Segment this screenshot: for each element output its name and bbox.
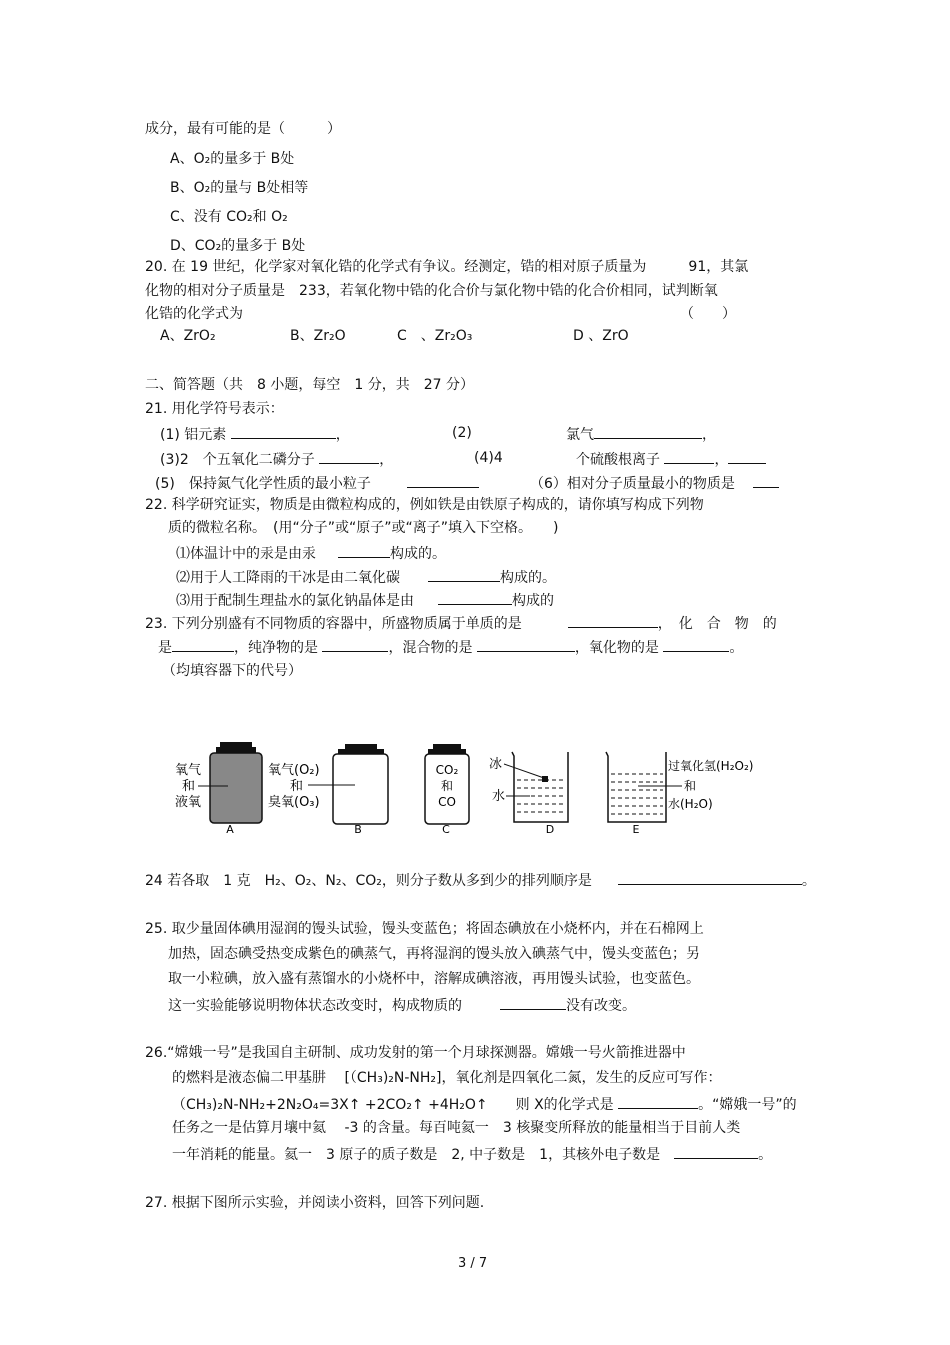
container-b <box>268 744 388 836</box>
answer-blank[interactable] <box>407 473 479 488</box>
container-a-label: 氧气 <box>175 763 202 778</box>
q25-line2: 加热，固态碘受热变成紫色的碘蒸气，再将湿润的馒头放入碘蒸气中，馒头变蓝色；另 <box>168 946 700 962</box>
answer-blank[interactable] <box>322 637 388 652</box>
q26-line5: 一年消耗的能量。氦一 3 原子的质子数是 2, 中子数是 1，其核外电子数是 。 <box>172 1144 772 1164</box>
container-e-label3: 水(H₂O) <box>668 797 713 811</box>
answer-blank[interactable] <box>231 424 336 439</box>
answer-blank[interactable] <box>338 543 390 558</box>
letter-e: E <box>632 823 640 836</box>
q26-line3: （CH₃)₂N-NH₂+2N₂O₄=3X↑ +2CO₂↑ +4H₂O↑ 则 X的化学式是 。“嫦娥一号”的 <box>172 1094 797 1114</box>
svg-text:和: 和 <box>182 779 196 794</box>
answer-blank[interactable] <box>568 613 658 628</box>
container-a <box>175 742 262 836</box>
container-e-label1: 过氧化氢(H₂O₂) <box>668 759 754 773</box>
q26-line1: 26.“嫦娥一号”是我国自主研制、成功发射的第一个月球探测器。嫦娥一号火箭推进器中 <box>145 1045 686 1061</box>
letter-c: C <box>442 823 450 836</box>
answer-blank[interactable] <box>618 870 802 885</box>
q25-line3: 取一小粒碘，放入盛有蒸馏水的小烧杯中，溶解成碘溶液，再用馒头试验，也变蓝色。 <box>168 971 700 987</box>
q19-stem: 成分，最有可能的是（ ） <box>145 121 341 137</box>
q20-option-d: D 、ZrO <box>573 328 629 344</box>
answer-blank[interactable] <box>664 449 714 464</box>
q19-option-c: C、没有 CO₂和 O₂ <box>170 209 288 225</box>
answer-blank[interactable] <box>172 637 234 652</box>
q21-item5: (5) 保持氮气化学性质的最小粒子 <box>155 473 479 493</box>
answer-blank[interactable] <box>618 1094 698 1109</box>
letter-b: B <box>354 823 362 836</box>
q22-sub1: ⑴体温计中的汞是由汞 构成的。 <box>176 543 446 563</box>
answer-blank[interactable] <box>728 449 766 464</box>
container-d-label1: 冰 <box>489 757 503 772</box>
q21-item4-num: (4)4 <box>474 450 503 466</box>
q24: 24 若各取 1 克 H₂、O₂、N₂、CO₂，则分子数从多到少的排列顺序是 。 <box>145 870 816 890</box>
container-c-label2: 和 <box>440 779 454 793</box>
q21-item2: 氯气 ， <box>566 424 716 444</box>
answer-blank[interactable] <box>663 637 729 652</box>
answer-blank[interactable] <box>319 449 379 464</box>
q25-line4: 这一实验能够说明物体状态改变时，构成物质的 没有改变。 <box>168 995 636 1015</box>
q27: 27. 根据下图所示实验，并阅读小资料，回答下列问题. <box>145 1195 485 1211</box>
answer-blank[interactable] <box>428 567 500 582</box>
q23-line3: （均填容器下的代号） <box>162 663 302 679</box>
section-heading: 二、简答题（共 8 小题，每空 1 分，共 27 分） <box>145 377 474 393</box>
answer-blank[interactable] <box>594 424 702 439</box>
q23-line2: 是 ，纯净物的是 ，混合物的是 ，氧化物的是 。 <box>158 637 743 657</box>
container-d-label2: 水 <box>492 789 506 804</box>
page-number: 3 / 7 <box>458 1256 488 1271</box>
container-c-label3: CO <box>438 795 456 809</box>
q21-item2-num: (2) <box>452 425 472 441</box>
container-figure <box>168 738 788 838</box>
q20-option-b: B、Zr₂O <box>290 328 346 344</box>
q26-line4: 任务之一是估算月壤中氦 -3 的含量。每百吨氦一 3 核聚变所释放的能量相当于目前人类 <box>172 1120 741 1136</box>
container-b-label3: 臭氧(O₃) <box>268 795 320 810</box>
container-d <box>489 752 568 836</box>
q22-sub2: ⑵用于人工降雨的干冰是由二氧化碳 构成的。 <box>176 567 556 587</box>
q22-sub3: ⑶用于配制生理盐水的氯化钠晶体是由 构成的 <box>176 590 554 610</box>
answer-blank[interactable] <box>500 995 566 1010</box>
letter-a: A <box>226 823 234 836</box>
q21-item1: (1) 铝元素 ， <box>160 424 350 444</box>
letter-d: D <box>545 823 555 836</box>
answer-blank[interactable] <box>477 637 575 652</box>
q22-line1: 22. 科学研究证实，物质是由微粒构成的，例如铁是由铁原子构成的，请你填写构成下列物 <box>145 497 704 513</box>
container-e-label2: 和 <box>684 779 697 793</box>
q26-line2: 的燃料是液态偏二甲基肼 [（CH₃)₂N-NH₂]，氧化剂是四氧化二氮，发生的反应可写作： <box>172 1070 722 1086</box>
q25-line1: 25. 取少量固体碘用湿润的馒头试验，馒头变蓝色；将固态碘放在小烧杯内，并在石棉网上 <box>145 921 704 937</box>
q20-line2: 化物的相对分子质量是 233，若氧化物中锆的化合价与氯化物中锆的化合价相同，试判断氧 <box>145 283 718 299</box>
q20-option-c: C 、Zr₂O₃ <box>397 328 473 344</box>
container-b-label2: 和 <box>290 779 304 794</box>
q21-title: 21. 用化学符号表示： <box>145 401 284 417</box>
q22-line2: 质的微粒名称。 (用“分子”或“原子”或“离子”填入下空格。 ) <box>168 520 559 536</box>
container-e <box>606 752 753 836</box>
q19-option-a: A、O₂的量多于 B处 <box>170 151 295 167</box>
svg-text:液氧: 液氧 <box>175 795 202 810</box>
q19-option-b: B、O₂的量与 B处相等 <box>170 180 309 196</box>
q21-item3: (3)2 个五氧化二磷分子 ， <box>160 449 393 469</box>
answer-blank[interactable] <box>438 590 512 605</box>
q23-line1: 23. 下列分别盛有不同物质的容器中，所盛物质属于单质的是 ， 化 合 物 的 <box>145 613 777 633</box>
q19-option-d: D、CO₂的量多于 B处 <box>170 238 306 254</box>
q20-line3: 化锆的化学式为 <box>145 306 243 322</box>
container-c-label1: CO₂ <box>435 763 459 777</box>
q21-item4: 个硫酸根离子 ， <box>576 449 766 469</box>
q21-item6: （6）相对分子质量最小的物质是 <box>530 473 779 493</box>
q20-line1: 20. 在 19 世纪，化学家对氧化锆的化学式有争议。经测定，锆的相对原子质量为 91，其氯 <box>145 259 749 275</box>
q20-option-a: A、ZrO₂ <box>160 328 216 344</box>
answer-blank[interactable] <box>753 473 779 488</box>
container-c <box>425 744 469 836</box>
answer-blank[interactable] <box>674 1144 758 1159</box>
q20-answer-paren: （ ） <box>680 306 736 322</box>
container-b-label1: 氧气(O₂) <box>268 763 320 778</box>
